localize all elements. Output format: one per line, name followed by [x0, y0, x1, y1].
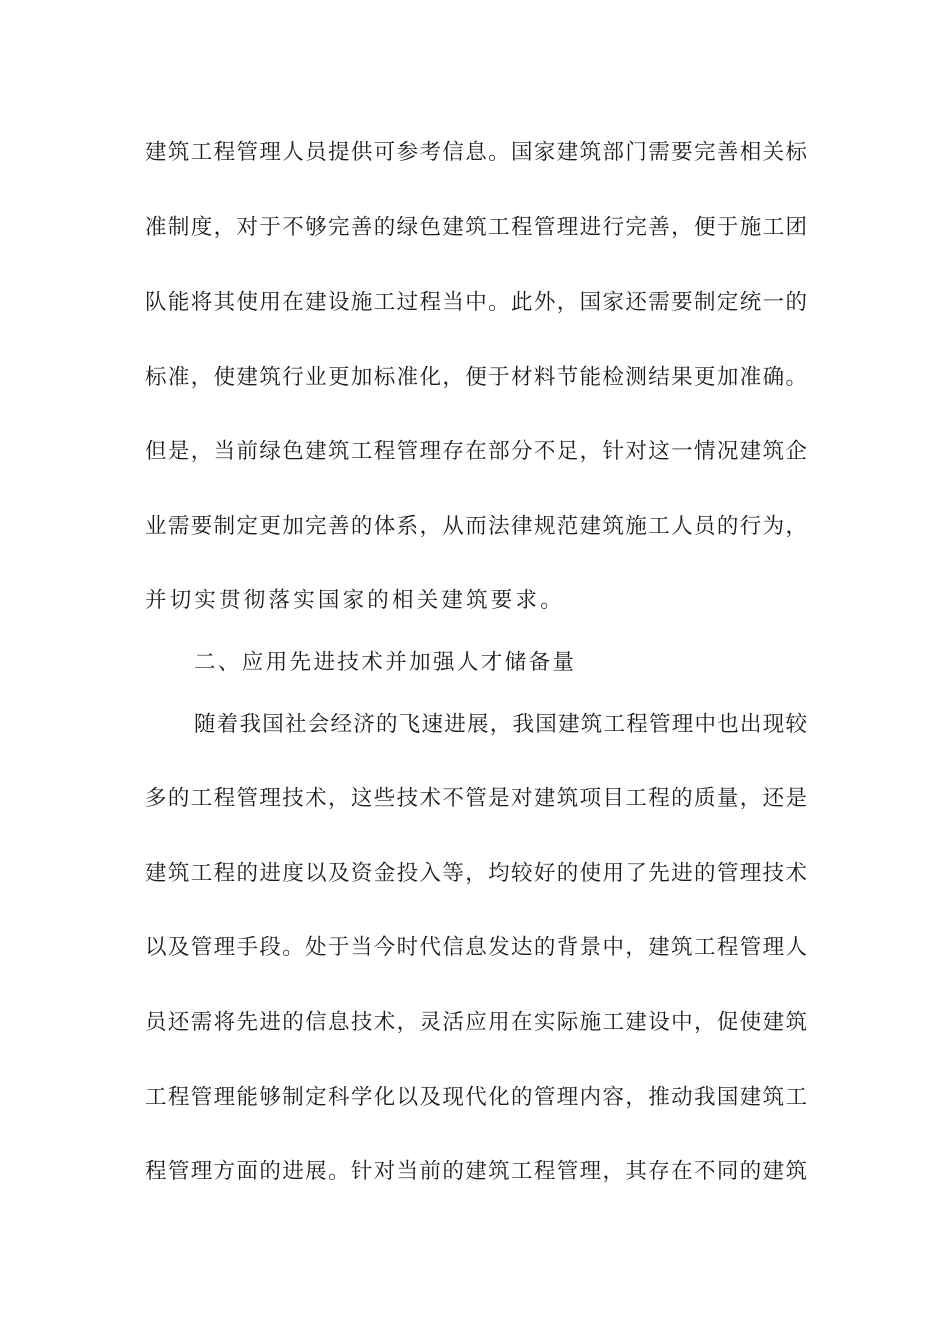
paragraph-line: 队能将其使用在建设施工过程当中。此外，国家还需要制定统一的: [145, 290, 807, 315]
paragraph-line: 建筑工程管理人员提供可参考信息。国家建筑部门需要完善相关标: [145, 140, 807, 165]
paragraph-line: 员还需将先进的信息技术，灵活应用在实际施工建设中，促使建筑: [145, 1010, 807, 1035]
section-heading: 二、应用先进技术并加强人才储备量: [194, 650, 577, 675]
paragraph-line: 并切实贯彻落实国家的相关建筑要求。: [145, 588, 565, 613]
paragraph-line: 准制度，对于不够完善的绿色建筑工程管理进行完善，便于施工团: [145, 215, 807, 240]
paragraph-line: 随着我国社会经济的飞速进展，我国建筑工程管理中也出现较: [194, 712, 807, 737]
paragraph-line: 程管理方面的进展。针对当前的建筑工程管理，其存在不同的建筑: [145, 1159, 807, 1184]
paragraph-line: 建筑工程的进度以及资金投入等，均较好的使用了先进的管理技术: [145, 861, 807, 886]
paragraph-line: 多的工程管理技术，这些技术不管是对建筑项目工程的质量，还是: [145, 786, 807, 811]
paragraph-line: 业需要制定更加完善的体系，从而法律规范建筑施工人员的行为，: [145, 514, 807, 539]
paragraph-line: 以及管理手段。处于当今时代信息发达的背景中，建筑工程管理人: [145, 935, 807, 960]
paragraph-line: 但是，当前绿色建筑工程管理存在部分不足，针对这一情况建筑企: [145, 439, 807, 464]
paragraph-line: 标准，使建筑行业更加标准化，便于材料节能检测结果更加准确。: [145, 365, 807, 390]
paragraph-line: 工程管理能够制定科学化以及现代化的管理内容，推动我国建筑工: [145, 1085, 807, 1110]
